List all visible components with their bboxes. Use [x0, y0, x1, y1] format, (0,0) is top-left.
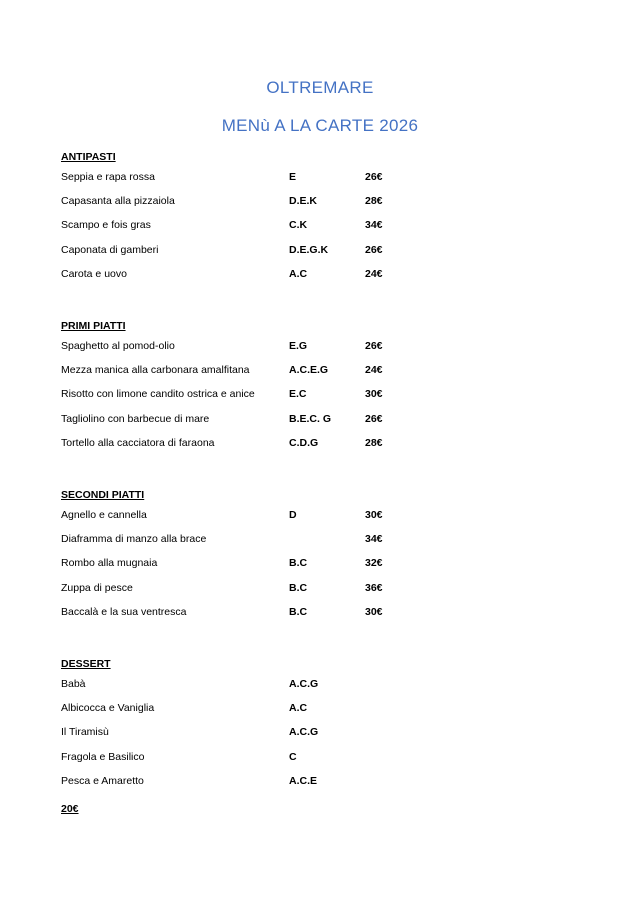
- dish-price: 30€: [365, 605, 383, 618]
- dish-price: 28€: [365, 195, 383, 208]
- dish-name: Albicocca e Vaniglia: [61, 702, 155, 715]
- dish-price: 32€: [365, 557, 383, 570]
- allergen-codes: A.C: [289, 702, 308, 715]
- allergen-codes: D.E.G.K: [289, 243, 329, 256]
- dish-price: 34€: [365, 219, 383, 232]
- dessert-price: 20€: [61, 803, 79, 815]
- dish-price: 34€: [365, 533, 383, 546]
- dish-name: Seppia e rapa rossa: [61, 171, 155, 183]
- menu-item: [61, 605, 621, 629]
- dish-price: 30€: [365, 388, 383, 401]
- menu-item: [61, 243, 621, 267]
- menu-item: [61, 339, 621, 363]
- menu-item: [61, 725, 621, 749]
- section-heading: SECONDI PIATTI: [61, 489, 145, 501]
- section-antipasti: [61, 150, 621, 291]
- dish-price: 30€: [365, 509, 383, 521]
- section-primi-piatti: [61, 319, 621, 460]
- restaurant-name: OLTREMARE: [266, 78, 374, 97]
- dish-name: Capasanta alla pizzaiola: [61, 195, 175, 208]
- allergen-codes: A.C.E: [289, 774, 318, 787]
- allergen-codes: D: [289, 509, 297, 521]
- section-secondi-piatti: [61, 488, 621, 629]
- menu-item: [61, 412, 621, 436]
- allergen-codes: B.C: [289, 605, 308, 618]
- dish-name: Tagliolino con barbecue di mare: [61, 412, 210, 425]
- dish-name: Tortello alla cacciatora di faraona: [61, 436, 215, 449]
- allergen-codes: B.E.C. G: [289, 412, 332, 425]
- menu-item: [61, 508, 621, 532]
- menu-title: MENù A LA CARTE 2026: [221, 116, 419, 135]
- menu-item: [61, 436, 621, 460]
- section-heading: PRIMI PIATTI: [61, 320, 126, 332]
- allergen-codes: A.C.E.G: [289, 364, 329, 377]
- allergen-codes: E.C: [289, 388, 307, 401]
- dish-name: Diaframma di manzo alla brace: [61, 533, 207, 546]
- dish-name: Caponata di gamberi: [61, 243, 159, 256]
- allergen-codes: A.C.G: [289, 726, 319, 739]
- allergen-codes: B.C: [289, 581, 308, 594]
- menu-item: [61, 170, 621, 194]
- allergen-codes: E.G: [289, 340, 308, 352]
- dish-price: 36€: [365, 581, 383, 594]
- menu-item: [61, 677, 621, 701]
- dish-name: Zuppa di pesce: [61, 581, 133, 594]
- allergen-codes: E: [289, 171, 297, 183]
- dish-name: Babà: [61, 678, 86, 690]
- dish-price: 26€: [365, 340, 383, 352]
- dish-name: Pesca e Amaretto: [61, 774, 144, 787]
- allergen-codes: C: [289, 750, 297, 763]
- menu-item: [61, 581, 621, 605]
- menu-item: [61, 532, 621, 556]
- dish-name: Scampo e fois gras: [61, 219, 151, 232]
- section-dessert: [61, 657, 621, 798]
- menu-item: [61, 387, 621, 411]
- dish-name: Il Tiramisù: [61, 726, 109, 739]
- dish-price: 26€: [365, 171, 383, 183]
- menu-item: [61, 194, 621, 218]
- menu-item: [61, 363, 621, 387]
- dish-name: Fragola e Basilico: [61, 750, 145, 763]
- dish-price: 24€: [365, 364, 383, 377]
- dish-name: Agnello e cannella: [61, 509, 147, 521]
- menu-item: [61, 750, 621, 774]
- menu-item: [61, 218, 621, 242]
- dish-price: 26€: [365, 412, 383, 425]
- allergen-codes: A.C.G: [289, 678, 319, 690]
- allergen-codes: A.C: [289, 267, 308, 280]
- allergen-codes: C.D.G: [289, 436, 319, 449]
- dish-price: 24€: [365, 267, 383, 280]
- dish-name: Rombo alla mugnaia: [61, 557, 158, 570]
- section-heading: ANTIPASTI: [61, 151, 116, 163]
- dish-name: Spaghetto al pomod-olio: [61, 340, 175, 352]
- menu-item: [61, 701, 621, 725]
- allergen-codes: C.K: [289, 219, 308, 232]
- section-heading: DESSERT: [61, 658, 111, 670]
- allergen-codes: B.C: [289, 557, 308, 570]
- dish-price: 28€: [365, 436, 383, 449]
- menu-item: [61, 556, 621, 580]
- dish-price: 26€: [365, 243, 383, 256]
- dish-name: Risotto con limone candito ostrica e anice: [61, 388, 255, 401]
- allergen-codes: D.E.K: [289, 195, 318, 208]
- dish-name: Mezza manica alla carbonara amalfitana: [61, 364, 250, 377]
- menu-item: [61, 267, 621, 291]
- dish-name: Baccalà e la sua ventresca: [61, 605, 187, 618]
- menu-item: [61, 774, 621, 798]
- dish-name: Carota e uovo: [61, 267, 127, 280]
